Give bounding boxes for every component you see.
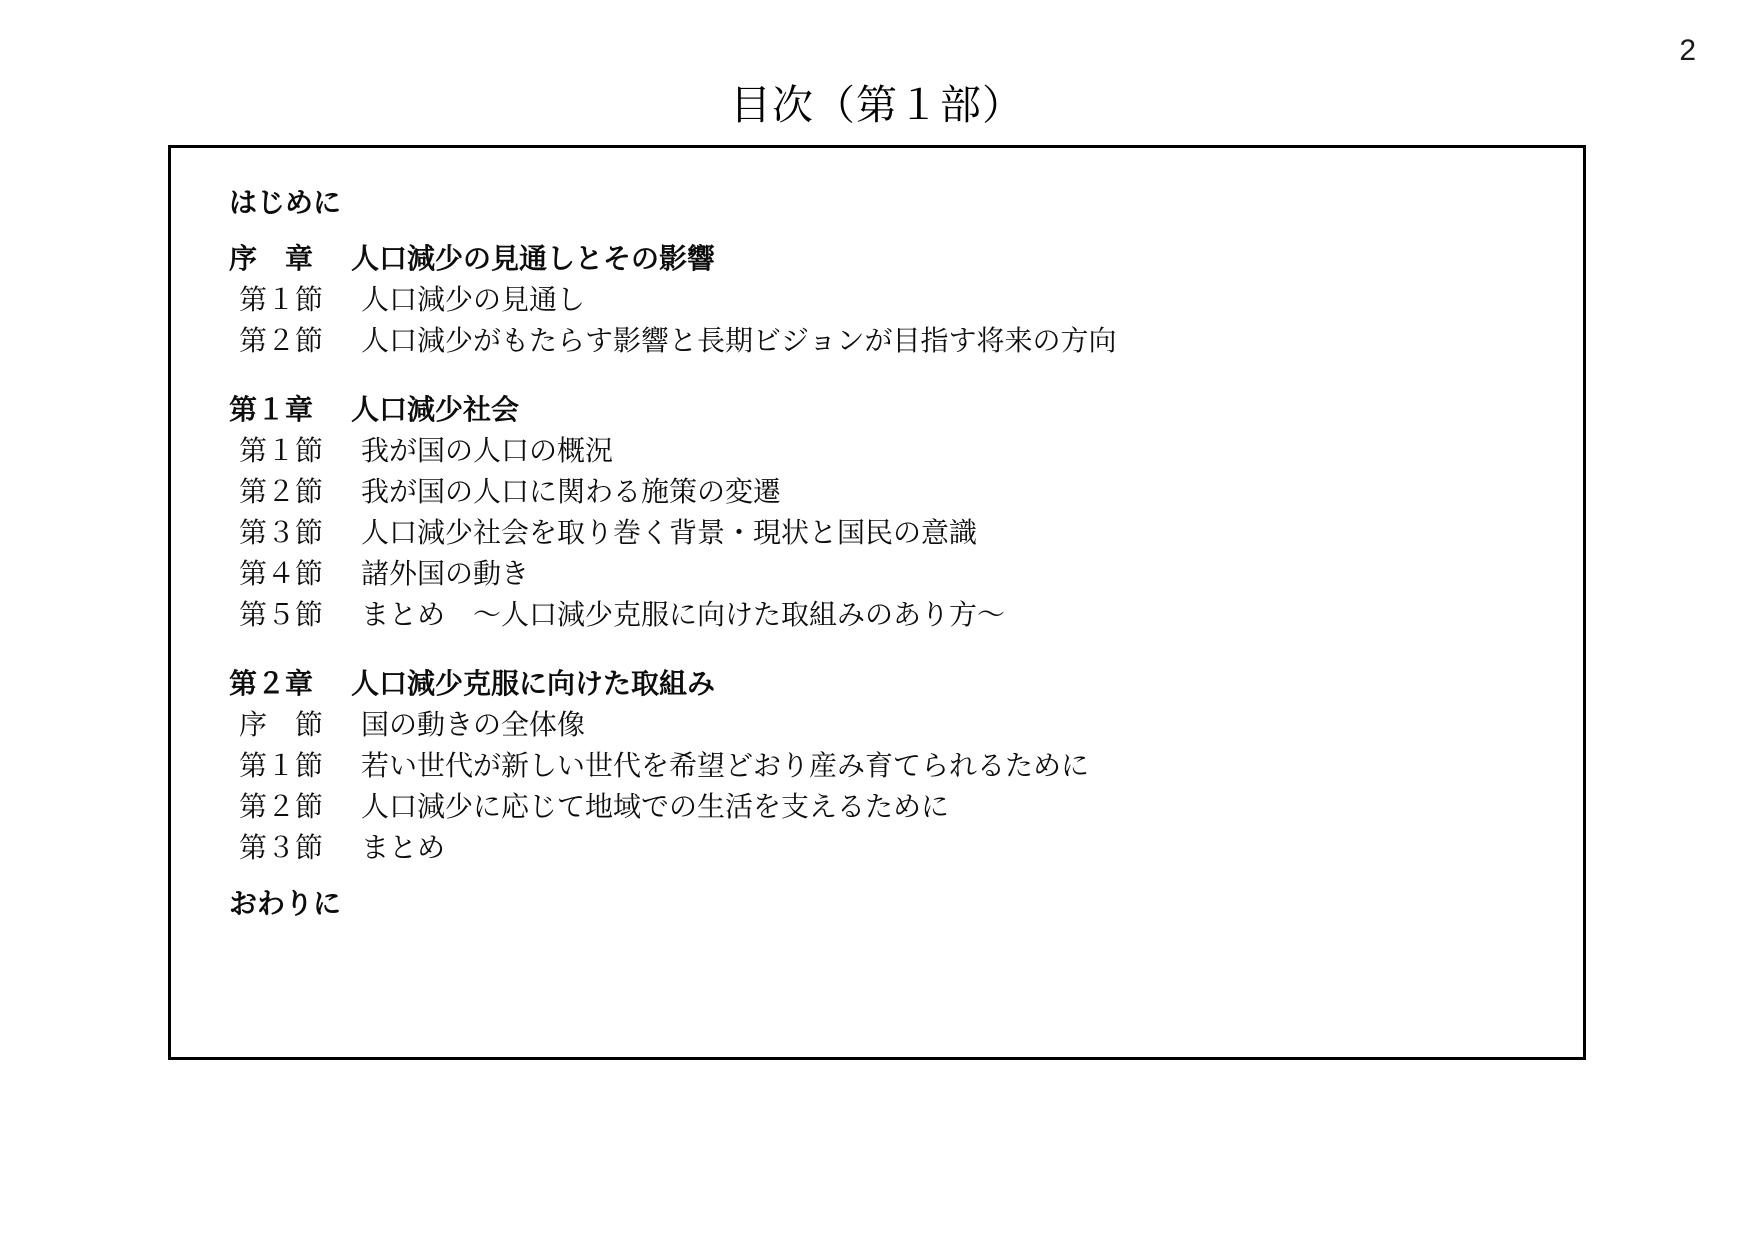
toc-heading (229, 883, 1553, 924)
toc-entry-label: 第２節 (239, 476, 324, 507)
toc-entry (229, 745, 1553, 786)
page-number: 2 (1679, 34, 1696, 67)
toc-entry-label: 第１節 (239, 435, 324, 466)
toc-entry-title: 我が国の人口の概況 (361, 435, 614, 466)
toc-entry-title: まとめ ～人口減少克服に向けた取組みのあり方～ (361, 599, 1006, 630)
toc-entry-title: 人口減少社会 (351, 394, 520, 425)
toc-entry (229, 471, 1553, 512)
toc-entry-label: 第３節 (239, 517, 324, 548)
toc-entry-title: まとめ (361, 832, 446, 863)
toc-heading-text: おわりに (229, 888, 342, 919)
toc-heading-text: はじめに (229, 187, 342, 218)
toc-entry-title: 人口減少の見通しとその影響 (351, 243, 716, 274)
toc-entry-label: 第４節 (239, 558, 324, 589)
toc-entry-title: 人口減少がもたらす影響と長期ビジョンが目指す将来の方向 (361, 325, 1117, 356)
toc-entry-title: 人口減少社会を取り巻く背景・現状と国民の意識 (361, 517, 978, 548)
toc-entry-title: 若い世代が新しい世代を希望どおり産み育てられるために (361, 750, 1090, 781)
toc-entry-title: 諸外国の動き (361, 558, 530, 589)
toc-entry (229, 704, 1553, 745)
page-title: 目次（第１部） (730, 82, 1024, 128)
toc-entry-label: 序 章 (229, 243, 314, 274)
toc-entry (229, 238, 1553, 279)
toc-entry (229, 594, 1553, 635)
toc-entry (229, 389, 1553, 430)
toc-entry-label: 第２節 (239, 325, 324, 356)
toc-entry (229, 553, 1553, 594)
toc-entry (229, 786, 1553, 827)
toc-entry-label: 第１節 (239, 284, 324, 315)
toc-entry (229, 320, 1553, 361)
toc-entry-title: 人口減少克服に向けた取組み (351, 668, 716, 699)
toc-entry (229, 827, 1553, 868)
toc-box (168, 145, 1586, 1060)
toc-entry-label: 第３節 (239, 832, 324, 863)
toc-entry-label: 第２章 (229, 668, 314, 699)
toc-content (171, 148, 1583, 924)
toc-entry-label: 第５節 (239, 599, 324, 630)
toc-entry (229, 512, 1553, 553)
toc-entry-label: 第２節 (239, 791, 324, 822)
toc-entry (229, 279, 1553, 320)
toc-entry-label: 第１章 (229, 394, 314, 425)
toc-entry-title: 我が国の人口に関わる施策の変遷 (361, 476, 782, 507)
toc-entry (229, 430, 1553, 471)
toc-entry-label: 序 節 (239, 709, 324, 740)
toc-entry-title: 人口減少に応じて地域での生活を支えるために (361, 791, 950, 822)
toc-heading (229, 182, 1553, 223)
toc-entry-title: 人口減少の見通し (361, 284, 586, 315)
toc-entry (229, 663, 1553, 704)
toc-entry-title: 国の動きの全体像 (361, 709, 586, 740)
toc-entry-label: 第１節 (239, 750, 324, 781)
